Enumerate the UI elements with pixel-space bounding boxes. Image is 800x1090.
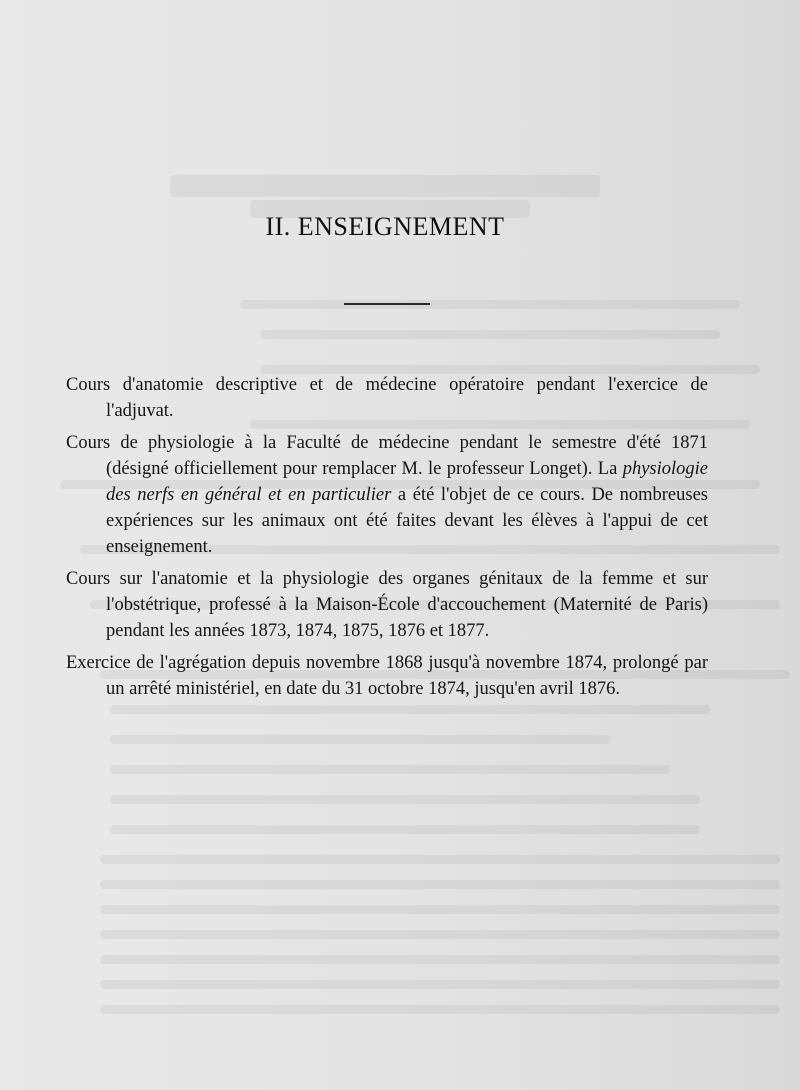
entry-list: [66, 372, 708, 708]
entry-text: Cours d'anatomie descriptive et de médecine opératoire pendant l'exercice de l'adjuvat.: [66, 375, 708, 421]
entry-text: Cours sur l'anatomie et la physiologie des organes génitaux de la femme et sur l'obstétrique, professé à la Maison-École d'accouchement (Maternité de Paris) pendant les années 1873, 1874, 1875, 1876 et 1877.: [66, 569, 708, 641]
entry-item: [66, 650, 708, 702]
entry-italic-text: physiologie des nerfs en général et en particulier: [106, 459, 708, 505]
entry-text: Exercice de l'agrégation depuis novembre 1868 jusqu'à novembre 1874, prolongé par un arrêté ministériel, en date du 31 octobre 1874, jusqu'en avril 1876.: [66, 653, 708, 699]
entry-item: [66, 566, 708, 644]
section-heading: II. ENSEIGNEMENT: [265, 212, 505, 241]
entry-text: Cours de physiologie à la Faculté de médecine pendant le semestre d'été 1871 (désigné officiellement pour remplacer M. le professeur Longet). La: [66, 433, 708, 479]
entry-text: a été l'objet de ce cours. De nombreuses expériences sur les animaux ont été faites devant les élèves à l'appui de cet enseignement.: [106, 485, 709, 557]
entry-item: [66, 430, 708, 560]
entry-item: [66, 372, 708, 424]
heading-rule: [344, 303, 430, 305]
